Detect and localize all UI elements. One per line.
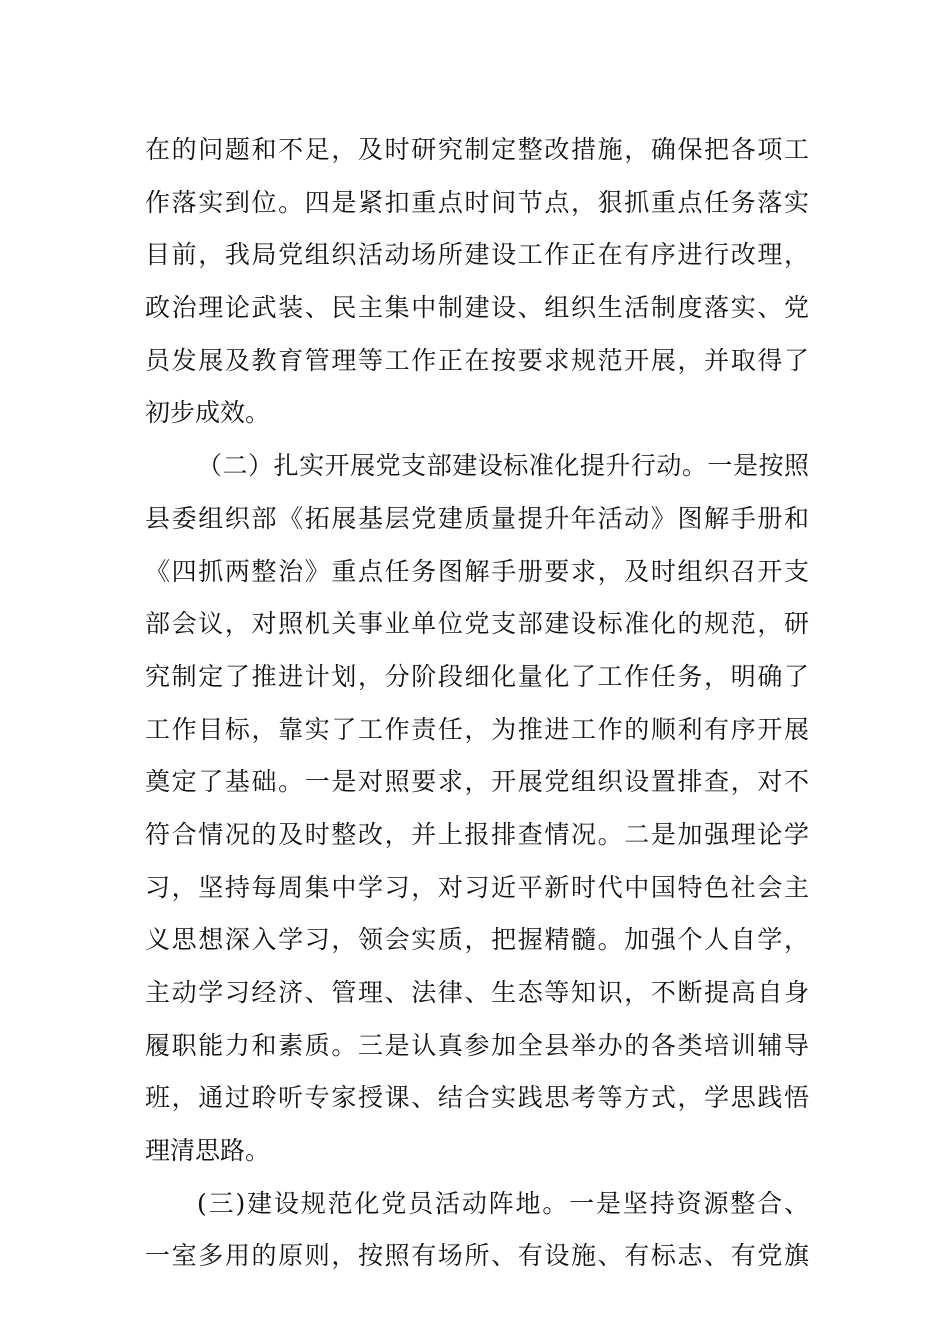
text-line: 符合情况的及时整改，并上报排查情况。二是加强理论学: [145, 819, 809, 849]
text-line: 一室多用的原则，按照有场所、有设施、有标志、有党旗: [145, 1241, 809, 1271]
section-heading-2: （二）扎实开展党支部建设标准化提升行动。一是按照: [197, 451, 809, 481]
text-line: 目前，我局党组织活动场所建设工作正在有序进行改理，: [145, 240, 809, 270]
text-line: 作落实到位。四是紧扣重点时间节点，狠抓重点任务落实: [145, 187, 809, 217]
text-line: 初步成效。: [145, 398, 271, 428]
text-line: 在的问题和不足，及时研究制定整改措施，确保把各项工: [145, 135, 809, 164]
text-line: 政治理论武装、民主集中制建设、组织生活制度落实、党: [145, 293, 809, 323]
text-line: 部会议，对照机关事业单位党支部建设标准化的规范，研: [145, 609, 809, 639]
text-line: 员发展及教育管理等工作正在按要求规范开展，并取得了: [145, 345, 809, 375]
text-line: 究制定了推进计划，分阶段细化量化了工作任务，明确了: [145, 661, 809, 691]
text-line: 习，坚持每周集中学习，对习近平新时代中国特色社会主: [145, 872, 809, 902]
text-line: 理清思路。: [145, 1136, 271, 1166]
text-line: 班，通过聆听专家授课、结合实践思考等方式，学思践悟: [145, 1083, 809, 1113]
text-line: 《四抓两整治》重点任务图解手册要求，及时组织召开支: [145, 556, 809, 586]
text-line: 主动学习经济、管理、法律、生态等知识，不断提高自身: [145, 978, 809, 1007]
text-line: 履职能力和素质。三是认真参加全县举办的各类培训辅导: [145, 1030, 809, 1060]
text-line: 义思想深入学习，领会实质，把握精髓。加强个人自学，: [145, 925, 809, 955]
text-line: 奠定了基础。一是对照要求，开展党组织设置排查，对不: [145, 767, 809, 797]
text-line: 工作目标，靠实了工作责任，为推进工作的顺利有序开展: [145, 714, 809, 744]
section-heading-3: (三)建设规范化党员活动阵地。一是坚持资源整合、: [197, 1188, 809, 1218]
document-body: [145, 124, 809, 1283]
text-line: 县委组织部《拓展基层党建质量提升年活动》图解手册和: [145, 503, 809, 533]
